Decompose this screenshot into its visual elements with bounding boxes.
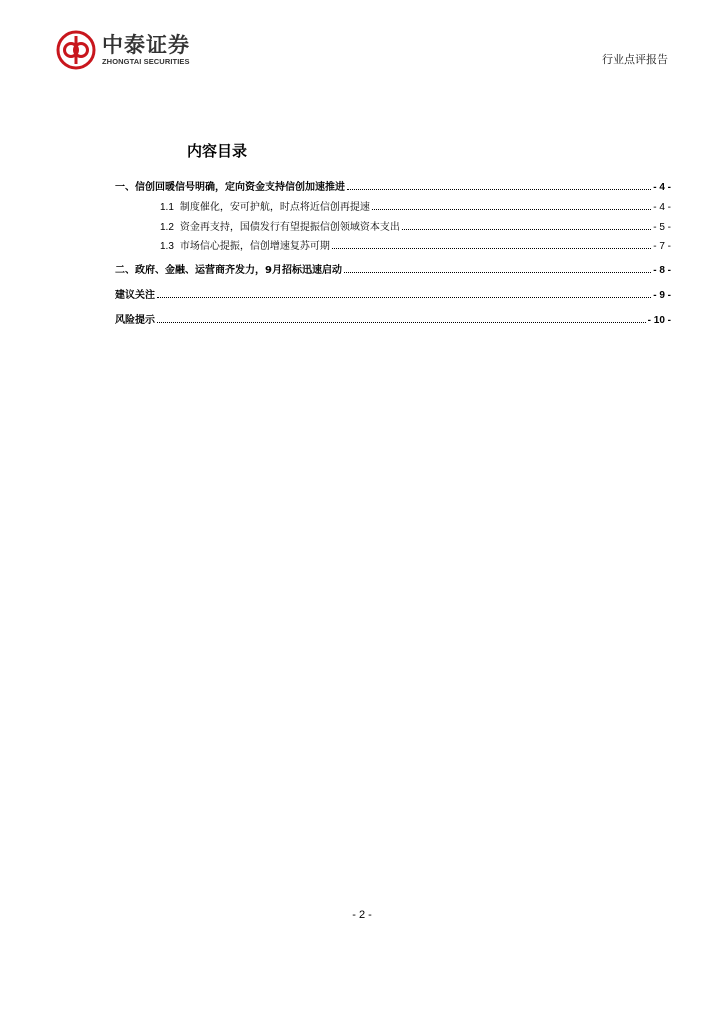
logo-text (102, 33, 190, 67)
toc-leader-dots (347, 179, 651, 190)
toc-entry-label (160, 201, 370, 215)
toc-entry-text: 市场信心提振，信创增速复苏可期 (179, 241, 330, 252)
zhongtai-logo-icon (56, 30, 96, 70)
toc-entry[interactable] (115, 262, 671, 278)
page-number: - 2 - (352, 909, 372, 921)
toc-entry-text: 资金再支持，国债发行有望提振信创领域资本支出 (179, 222, 400, 233)
toc-entry[interactable] (115, 312, 671, 328)
toc-entry[interactable] (160, 219, 671, 235)
toc-entry-number: 1.1 (160, 202, 174, 213)
toc-leader-dots (402, 219, 651, 230)
toc-leader-dots (372, 199, 651, 210)
toc-entry-label (115, 314, 155, 328)
toc-entry[interactable] (160, 199, 671, 215)
toc-entry-label (115, 289, 155, 303)
toc-entry-text: 制度催化，安可护航，时点将近信创再提速 (179, 202, 370, 213)
toc-entry-page: - 8 - (653, 265, 671, 276)
logo-company-name: 中泰证券 (102, 33, 190, 57)
toc-leader-dots (344, 262, 651, 273)
toc-entry[interactable] (160, 238, 671, 254)
toc-entry-page: - 5 - (653, 222, 671, 233)
toc-leader-dots (332, 238, 651, 249)
toc-entry-number: 1.2 (160, 222, 174, 233)
company-logo (56, 28, 190, 72)
toc-entry-page: - 4 - (653, 182, 671, 193)
toc-entry-label (160, 240, 330, 254)
logo-company-name-en: ZHONGTAI SECURITIES (102, 57, 190, 66)
toc-entry-label (160, 221, 400, 235)
toc-entry-page: - 4 - (653, 202, 671, 213)
toc-title: 内容目录 (187, 142, 248, 160)
toc-entry-text: 风险提示 (115, 315, 155, 326)
report-type-label: 行业点评报告 (602, 53, 668, 66)
toc-entry-text: 一、信创回暖信号明确，定向资金支持信创加速推进 (115, 182, 345, 193)
toc-entry-label (115, 264, 342, 278)
toc-entry-label (115, 181, 345, 195)
toc-entry[interactable] (115, 179, 671, 195)
toc-entry-text: 二、政府、金融、运营商齐发力，9月招标迅速启动 (115, 265, 342, 276)
toc-entry-page: - 9 - (653, 290, 671, 301)
toc-leader-dots (157, 287, 651, 298)
toc-entry-page: - 7 - (653, 241, 671, 252)
toc-leader-dots (157, 312, 646, 323)
toc-entry-text: 建议关注 (115, 290, 155, 301)
toc-entry-page: - 10 - (647, 315, 671, 326)
toc-entry-number: 1.3 (160, 241, 174, 252)
toc-entry[interactable] (115, 287, 671, 303)
